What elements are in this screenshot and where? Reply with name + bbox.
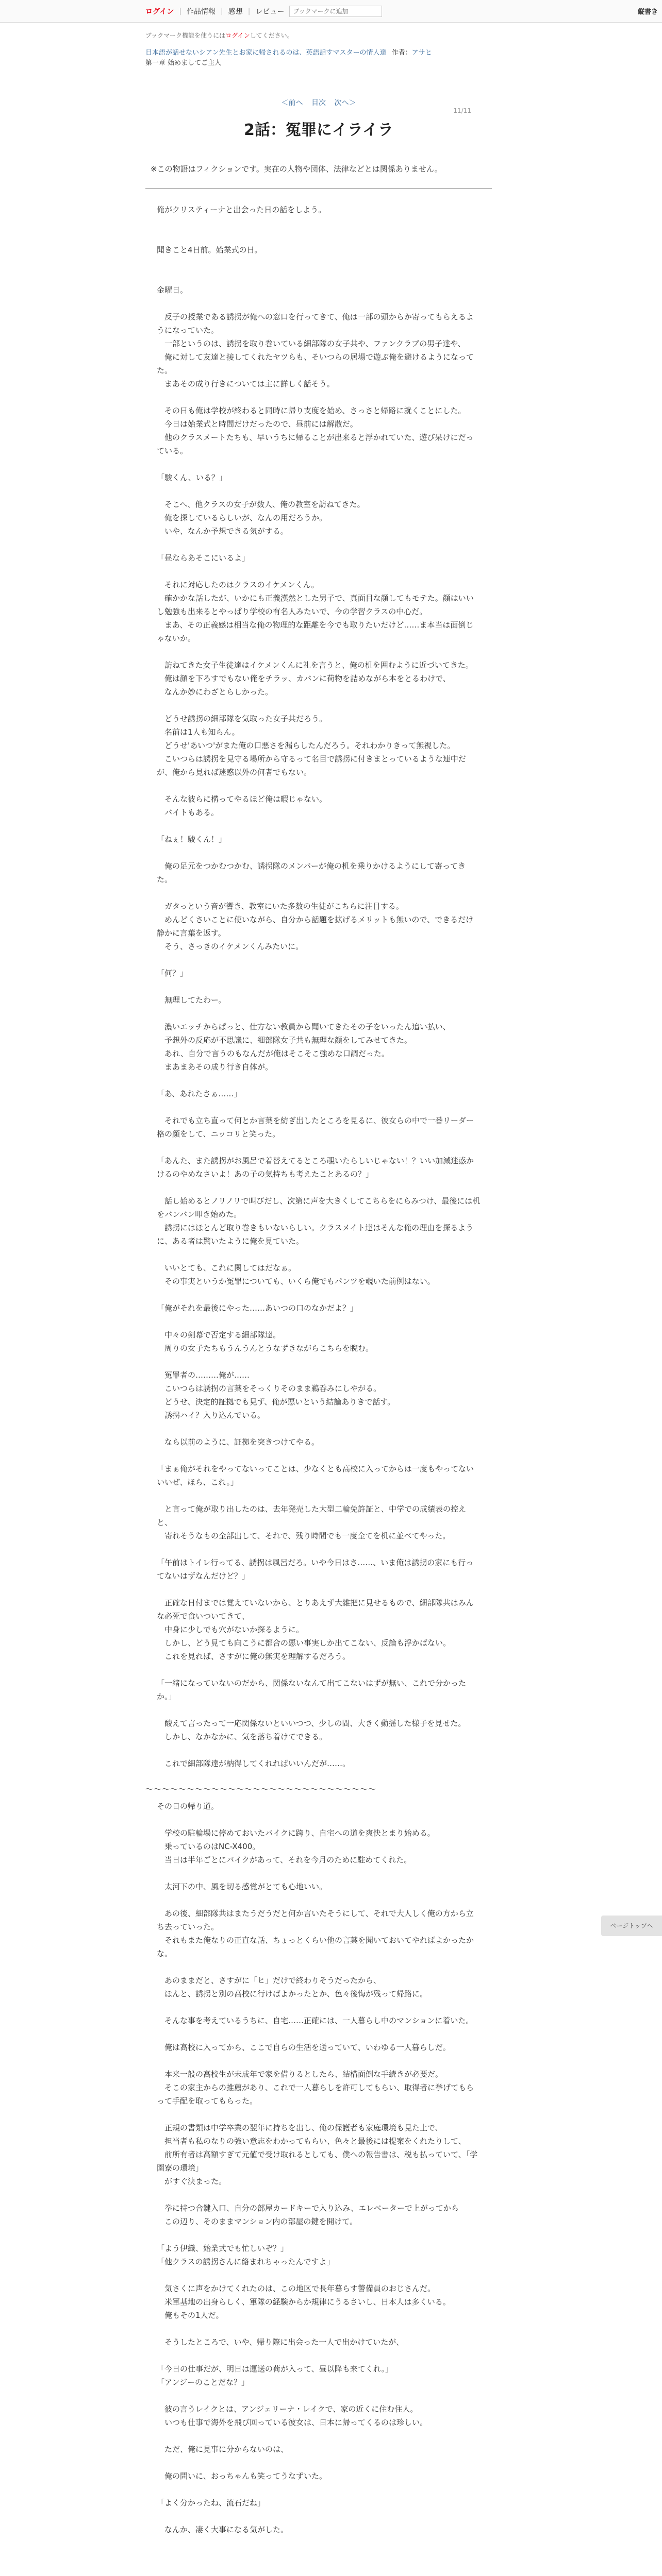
paragraph [157,2389,481,2402]
paragraph: 気さくに声をかけてくれたのは、この地区で長年暮らす警備員のおじさんだ。 [157,2284,436,2293]
paragraph [157,565,481,578]
author-info: 作者：アサヒ [391,49,432,57]
paragraph: 聞きこと4日前。始業式の日。 [157,245,262,255]
paragraph: 「まぁ俺がそれをやってないってことは、少なくとも高校に入ってからは一度もやってない [157,1464,474,1473]
paragraph [157,2054,481,2067]
paragraph: 確かかな話したが、いかにも正義漢然とした男子で、真面目な顔してもモテた。顔はいいし勉強も出来るとやっぱり学校の有名人みたいで、今の学習クラスの中心だ。 [157,594,474,616]
paragraph: これで細部隊達が納得してくれればいいんだが……。 [157,1759,351,1768]
paragraph [157,2188,481,2201]
paragraph [157,2483,481,2496]
paragraph [157,2108,481,2121]
paragraph: 酸えて言ったって一応関係ないといいつつ、少しの間、大きく動揺した様子を見せた。 [157,1719,466,1728]
paragraph: 俺もその1人だ。 [157,2311,224,2320]
paragraph: こいつらは誘拐を見守る場所から守るって名目で誘拐に付きまとっているような連中だが、俺から見れば迷惑以外の何者でもない。 [157,754,466,777]
paragraph: それでも立ち直って何とか言葉を紡ぎ出したところを見るに、彼女らの中で一番リーダー格の顔をして、ニッコリと笑った。 [157,1116,474,1139]
paragraph: なんか妙にわざとらしかった。 [157,687,273,697]
paragraph: ほんと、誘拐と別の高校に行けばよかったとか、色々後悔が残って帰路に。 [157,1989,428,1998]
paragraph: それに対応したのはクラスのイケメンくん。 [157,580,319,589]
paragraph: 「よう伊織、始業式でも忙しいぞ？」 [157,2244,289,2253]
paragraph [157,2456,481,2469]
paragraph: 俺の足元をつかむつかむ、誘拐隊のメンバーが俺の机を乗りかけるようにして寄ってきた。 [157,861,466,884]
login-link[interactable]: ログイン [145,8,174,16]
paragraph: がすぐ決まった。 [157,2177,227,2186]
paragraph: しかし、どう見ても向こうに都合の悪い事実しか出てこない、反論も浮かばない。 [157,1638,451,1648]
paragraph: 彼の言うレイクとは、アンジェリーナ・レイクで、家の近くに住む住人。 [157,2404,418,2414]
page-top-button[interactable]: ページトップへ [601,1916,662,1936]
novel-body [157,203,481,1770]
series-title[interactable]: 日本語が話せないシアン先生とお家に帰されるのは、英語話すマスターの情人達 [145,49,387,57]
paragraph [157,270,481,283]
paragraph: いいとても、これに関してはだなぁ。 [157,1263,296,1273]
paragraph: いつも仕事で海外を飛び回っている彼女は、日本に帰ってくるのは珍しい。 [157,2418,428,2427]
paragraph: 一部というのは、誘拐を取り巻いている細部隊の女子共や、ファンクラブの男子達や、 [157,339,466,348]
prev-link[interactable]: ＜前へ [281,99,303,107]
nav-item-work-info[interactable]: 作品情報 [187,8,216,16]
paragraph: 「よく分かったね、流石だね」 [157,2498,266,2507]
paragraph [157,1893,481,1907]
paragraph: まあまあその成り行き自体が。 [157,1062,273,1072]
paragraph: 「俺がそれを最後にやった……あいつの口のなかだよ？」 [157,1303,358,1313]
paragraph: そうしたところで、いや、帰り際に出会った一人で出かけていたが、 [157,2337,404,2347]
paragraph [157,1663,481,1676]
paragraph [157,1489,481,1502]
paragraph [157,216,481,230]
paragraph: 他のクラスメートたちも、早いうちに帰ることが出来ると浮かれていた、遊び呆けにだっている。 [157,433,474,455]
paragraph [157,257,481,270]
paragraph: 「ねぇ！駿くん！」 [157,835,227,844]
paragraph [157,819,481,833]
paragraph: 濃いエッチからぱっと、仕方ない教員から聞いてきたその子をいったん追い払い、 [157,1022,451,1031]
paragraph: 俺がクリスティーナと出会った日の話をしよう。 [157,205,326,214]
paragraph: 誘拐ハイ？入り込んでいる。 [157,1411,266,1420]
paragraph: その日の帰り道。 [157,1802,219,1811]
pager-top [145,97,492,108]
paragraph: 「他クラスの誘拐さんに絡まれちゃったんですよ」 [157,2257,335,2266]
top-bar [0,0,662,23]
paragraph [157,1355,481,1368]
paragraph: それもまた俺なりの正直な話、ちょっとくらい他の言葉を聞いておいてやればよかったかな。 [157,1936,474,1958]
page-number: 11/11 [453,107,471,114]
paragraph: そんな事を考えているうちに、自宅……正確には、一人暮らし中のマンションに着いた。 [157,2016,474,2025]
vertical-writing-link[interactable]: 縦書き [637,8,658,16]
paragraph [157,645,481,658]
paragraph: そんな彼らに構ってやるほど俺は暇じゃない。 [157,794,327,804]
paragraph: まあその成り行きについては主に詳しく話そう。 [157,379,335,388]
paragraph: 「アンジーのことだな？」 [157,2378,250,2387]
paragraph: ガタっという音が響き、教室にいた多数の生徒がこちらに注目する。 [157,902,404,911]
paragraph: ただ、俺に見事に分からないのは、 [157,2445,289,2454]
paragraph [157,1449,481,1462]
paragraph: 前所有者は高額すぎて元値で受け取れるとしても、僕への報告書は、税も払っていて、「学園寮の環境」 [157,2150,478,2173]
paragraph: あのままだと、さすがに「ヒ」だけで終わりそうだったから、 [157,1976,382,1985]
paragraph [157,2510,481,2523]
paragraph: 「今日の仕事だが、明日は運送の荷が入って、昼以降も来てくれ。」 [157,2364,393,2374]
paragraph: まあ、その正義感は相当な俺の物理的な距離を今でも取りたいだけど……ま本当は面倒じゃないか。 [157,620,474,643]
paragraph: 「駿くん、いる？」 [157,473,227,482]
paragraph [157,1074,481,1087]
paragraph [157,1007,481,1020]
paragraph [157,886,481,900]
paragraph [157,1422,481,1435]
paragraph [157,1543,481,1556]
paragraph [157,2268,481,2282]
paragraph: 担当者も私のなりの強い意志をわかってもらい、色々と最後には提案をくれたりして、 [157,2137,466,2146]
paragraph: しかし、なかなかに、気を落ち着けてできる。 [157,1732,327,1741]
paragraph [157,2349,481,2362]
paragraph [157,1743,481,1757]
paragraph: 当日は半年ごとにバイクがあって、それを今月のために駐めてくれた。 [157,1855,412,1865]
notice-login-link[interactable]: ログイン [225,32,250,39]
paragraph: 正規の書類は中学卒業の翌年に持ちを出し、俺の保護者も家庭環境も見た上で、 [157,2123,443,2132]
paragraph [157,230,481,243]
paragraph: あれ、自分で言うのもなんだが俺はそこそこ強めな口調だった。 [157,1049,389,1058]
preface: ※この物語はフィクションです。実在の人物や団体、法律などとは関係ありません。 [151,164,442,174]
paragraph [157,1288,481,1301]
paragraph: 俺に対して友達と接してくれたヤツらも、そいつらの居場で遊ぶ俺を避けるようになってた。 [157,352,474,375]
paragraph [157,779,481,792]
paragraph: 周りの女子たちもうんうんとうなずきながらこちらを睨む。 [157,1344,374,1353]
paragraph [157,1813,481,1826]
paragraph: 乗っているのはNC-X400。 [157,1842,260,1851]
scene-separator: ～～～～～～～～～～～～～～～～～～～～～～～～～～～～ [145,1785,377,1794]
paragraph: これを見れば、さすがに俺の無実を理解するだろう。 [157,1652,351,1661]
top-nav: ログイン | 作品情報 | 感想 | レビュー ブックマークに追加 [145,6,382,17]
paragraph: いや、なんか予想できる気がする。 [157,527,288,536]
series-info [145,48,492,69]
paragraph [157,457,481,471]
paragraph [157,2228,481,2242]
paragraph [157,1703,481,1717]
paragraph [157,1867,481,1880]
paragraph: 太河下の中、風を切る感覚がとても心地いい。 [157,1882,327,1891]
paragraph [157,846,481,859]
paragraph [157,2322,481,2335]
paragraph [157,297,481,310]
paragraph: 話し始めるとノリノリで叫びだし、次第に声を大きくしてこちらをにらみつけ、最後には机をバンバン叩き始めた。 [157,1196,481,1219]
paragraph [157,699,481,712]
paragraph: どうせ誘拐の細部隊を気取った女子共だろう。 [157,714,327,723]
author-link[interactable]: アサヒ [411,49,432,57]
paragraph [157,2001,481,2014]
paragraph: 「午前はトイレ行ってる、誘拐は風呂だろ。いや今日はさ……、いま俺は誘拐の家にも行ってないはずなんだけど？」 [157,1558,474,1581]
paragraph: 学校の駐輪場に停めておいたバイクに跨り、自宅への道を爽快とまり始める。 [157,1828,435,1838]
paragraph: 正確な日付までは覚えていないから、とりあえず大雑把に見せるもので、細部隊共はみんな必死で食いついてきて、 [157,1598,474,1621]
paragraph: 俺は高校に入ってから、ここで自らの生活を送っていて、いわゆる一人暮らしだ。 [157,2043,451,2052]
paragraph [157,2429,481,2443]
paragraph: 寄れそうなもの全部出して、それで、残り時間でも一度全てを机に並べてやった。 [157,1531,451,1540]
paragraph: 拳に持つ合鍵入口、自分の部屋カードキーで入り込み、エレベーターで上がってから [157,2204,459,2213]
divider [145,188,492,189]
paragraph: 「あんた、また誘拐がお風呂で着替えてるところ覗いたらしいじゃない！？いい加減迷惑かけるのやめなさいよ！あの子の気持ちも考えたことあるの？」 [157,1156,474,1179]
paragraph: 中々の剣幕で否定する細部隊達。 [157,1330,281,1340]
paragraph: いいぜ、ほら、これ。」 [157,1478,238,1487]
chapter-name: 第一章 始めましてご主人 [145,59,222,67]
paragraph: 無理してたわー。 [157,995,226,1005]
paragraph: と言って俺が取り出したのは、去年発売した大型二輪免許証と、中学での成績表の控えと、 [157,1504,467,1527]
paragraph: 俺を探しているらしいが、なんの用だろうか。 [157,513,327,522]
paragraph: 中身に少しでも穴がないか探るように。 [157,1625,304,1634]
paragraph [157,953,481,967]
paragraph: どうせ、決定的証拠でも見ず、俺が悪いという結論ありきで話す。 [157,1397,395,1406]
paragraph [157,1248,481,1261]
paragraph [157,484,481,498]
paragraph: 今日は始業式と時間だけだったので、昼前には解散だ。 [157,419,358,429]
paragraph: 反子の授業である誘拐が俺への窓口を行ってきて、俺は一部の頭からか寄ってもらえるようになっていた。 [157,312,474,335]
paragraph: 「あ、あれたさぁ……」 [157,1089,242,1098]
paragraph: バイトもある。 [157,808,219,817]
paragraph: どうせ'あいつ'がまた俺の口悪さを漏らしたんだろう。それわかりきって無視した。 [157,741,455,750]
paragraph: 本来一般の高校生が未成年で家を借りるとしたら、結構面倒な手続きが必要だ。 [157,2070,443,2079]
paragraph: その日も俺は学校が終わると同時に帰り支度を始め、さっさと帰路に就くことにした。 [157,406,466,415]
paragraph: こいつらは誘拐の言葉をそっくりそのまま鵜呑みにしやがる。 [157,1384,382,1393]
paragraph: 冤罪者の………俺が…… [157,1370,250,1380]
paragraph: 「一緒になっていないのだから、関係ないなんて出てこないはずが無い、これで分かったか。」 [157,1679,467,1701]
paragraph: そこの家主からの推薦があり、これで一人暮らしを許可してもらい、取得者に挙げてもらって手配を取ってもらった。 [157,2083,474,2106]
paragraph: なら以前のように、証拠を突きつけてやる。 [157,1437,320,1447]
paragraph: そう、さっきのイケメンくんみたいに。 [157,942,304,951]
paragraph [157,1583,481,1596]
paragraph: 「昼ならあそこにいるよ」 [157,553,250,563]
paragraph [157,2027,481,2041]
paragraph [157,980,481,993]
paragraph: 米軍基地の出身らしく、軍隊の経験からか規律にうるさいし、日本人は多くいる。 [157,2297,451,2307]
paragraph [157,538,481,551]
paragraph: 誘拐にはほとんど取り巻きもいないらしい。クラスメイト達はそんな俺の理由を探るように、ある者は驚いたように俺を見ていた。 [157,1223,474,1246]
bookmark-input[interactable] [289,6,382,17]
paragraph: 「何？」 [157,969,188,978]
paragraph: そこへ、他クラスの女子が数人、俺の教室を訪ねてきた。 [157,500,365,509]
paragraph: 俺の問いに、おっちゃんも笑ってうなずいた。 [157,2471,327,2481]
paragraph [157,1141,481,1154]
paragraph [157,1315,481,1328]
paragraph: この辺り、そのままマンション内の部屋の鍵を開けて。 [157,2217,358,2226]
login-notice: ブックマーク機能を使うにはログインしてください。 [145,32,293,39]
paragraph [157,1181,481,1194]
chapter-title: 2話：冤罪にイライラ [244,121,393,139]
paragraph: 予想外の反応が不思議に、細部隊女子共も無理な顔をしてみせてきた。 [157,1036,412,1045]
nav-item-review[interactable]: レビュー [255,8,285,16]
paragraph: その事実というか冤罪についても、いくら俺でもパンツを覗いた前例はない。 [157,1277,435,1286]
paragraph: なんか、凄く大事になる気がした。 [157,2525,289,2534]
paragraph [157,391,481,404]
paragraph [157,1100,481,1114]
toc-link[interactable]: 目次 [311,99,326,107]
paragraph: 金曜日。 [157,285,188,295]
paragraph: あの後、細部隊共はまたうだうだと何か言いたそうにして、それで大人しく俺の方から立ち去っていった。 [157,1909,474,1931]
novel-body-continued [157,1800,481,2536]
paragraph: めんどくさいことに使いながら、自分から話題を拡げるメリットも無いので、できるだけ静かに言葉を返す。 [157,915,474,938]
paragraph: 名前は1人も知らん。 [157,727,240,737]
paragraph: 訪ねてきた女子生徒達はイケメンくんに礼を言うと、俺の机を囲むように近づいてきた。 [157,660,473,670]
novel-container [145,31,492,2536]
nav-item-impressions[interactable]: 感想 [228,8,243,16]
paragraph: 俺は顔を下ろすでもない俺をチラッ、カバンに荷物を詰めながら本をとるわけで、 [157,674,451,683]
next-link[interactable]: 次へ＞ [334,99,356,107]
paragraph [157,1960,481,1974]
